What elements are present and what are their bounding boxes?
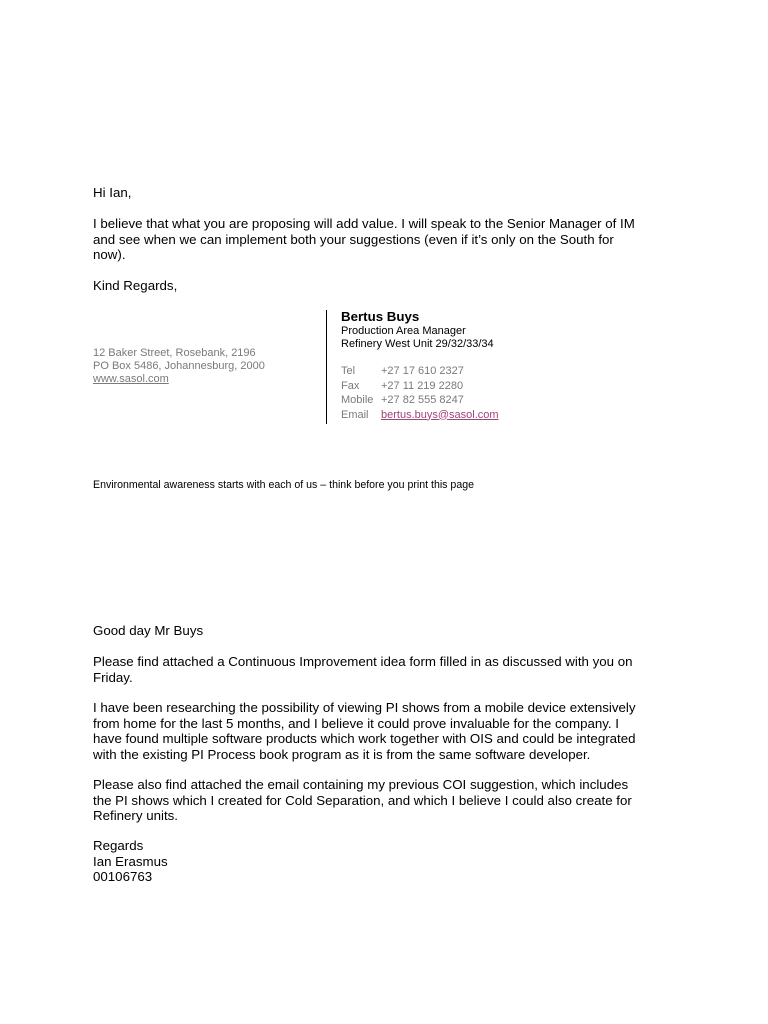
contact-row-email bbox=[341, 408, 499, 423]
reply-closing: Kind Regards, bbox=[93, 278, 178, 293]
fax-value: +27 11 219 2280 bbox=[381, 379, 464, 392]
original-signoff: Regards bbox=[93, 838, 144, 853]
signature-title: Production Area Manager bbox=[341, 325, 466, 337]
sender-name: Ian Erasmus bbox=[93, 854, 168, 869]
company-address bbox=[93, 347, 265, 386]
environmental-notice: Environmental awareness starts with each of us – think before you print this page bbox=[93, 479, 474, 491]
contact-label: Tel bbox=[341, 365, 356, 377]
email-link[interactable]: bertus.buys@sasol.com bbox=[381, 408, 499, 421]
contact-label: Fax bbox=[341, 379, 360, 392]
reply-greeting: Hi Ian, bbox=[93, 185, 132, 200]
original-greeting: Good day Mr Buys bbox=[93, 623, 204, 638]
original-paragraph-2: I have been researching the possibility of viewing PI shows from a mobile device extensively from home for the last 5 months, and I believe it could prove invaluable for the company. I have found multiple software products which work together with OIS and could be integrated with the existing PI Process book program as it is from the same software developer. bbox=[93, 700, 636, 762]
signature-contacts bbox=[341, 364, 499, 422]
contact-row-tel bbox=[341, 364, 499, 379]
original-paragraph-3: Please also find attached the email containing my previous COI suggestion, which includes the PI shows which I created for Cold Separation, and which I believe I could also create for Refinery units. bbox=[93, 777, 632, 823]
tel-value: +27 17 610 2327 bbox=[381, 365, 464, 377]
signature-unit: Refinery West Unit 29/32/33/34 bbox=[341, 338, 494, 350]
original-paragraph-1: Please find attached a Continuous Improvement idea form filled in as discussed with you on Friday. bbox=[93, 654, 633, 685]
address-line-2: PO Box 5486, Johannesburg, 2000 bbox=[93, 360, 265, 372]
contact-label: Email bbox=[341, 408, 369, 421]
signature-divider bbox=[326, 310, 327, 424]
contact-row-mobile bbox=[341, 393, 499, 408]
address-line-1: 12 Baker Street, Rosebank, 2196 bbox=[93, 347, 256, 359]
reply-paragraph: I believe that what you are proposing will add value. I will speak to the Senior Manager of IM and see when we can implement both your suggestions (even if it’s only on the South for now). bbox=[93, 216, 635, 262]
mobile-value: +27 82 555 8247 bbox=[381, 394, 464, 406]
sender-number: 00106763 bbox=[93, 869, 153, 884]
signature-name: Bertus Buys bbox=[341, 309, 420, 324]
website-link[interactable]: www.sasol.com bbox=[93, 373, 169, 385]
contact-label: Mobile bbox=[341, 394, 374, 406]
signature-identity bbox=[341, 309, 494, 351]
contact-row-fax bbox=[341, 379, 499, 394]
